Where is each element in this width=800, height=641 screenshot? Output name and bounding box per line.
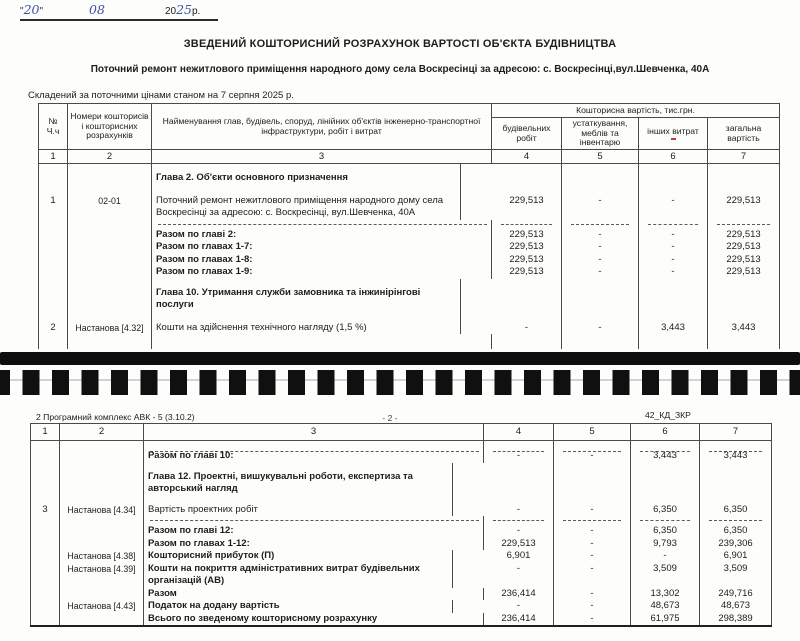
year-prefix: 20 [164, 6, 177, 17]
table-row-chapter10 [38, 279, 780, 312]
column-number-row: 1 2 3 4 5 6 7 [38, 149, 780, 164]
handwritten-day: 20 [23, 2, 40, 17]
table-row-chapter12 [30, 463, 772, 496]
total-label: Разом по главах 1-8: [152, 254, 492, 267]
table-row-total: Разом по главах 1-12: 229,513 - 9,793 239,306 [30, 538, 772, 551]
handwritten-month: 08 [89, 2, 105, 17]
dashed-separator [38, 220, 780, 229]
table-row-total: Разом по главі 10: - - 3,443 3,443 [30, 450, 772, 463]
table-row-item1 [38, 185, 780, 220]
chapter-title: Глава 12. Проектні, вишукувальні роботи, експертиза та авторський нагляд [144, 463, 453, 496]
dashed-separator [30, 441, 772, 450]
row-number: 2 [38, 312, 68, 335]
table-row-chapter2 [38, 164, 780, 185]
summary-estimate-table-page1 [38, 103, 780, 349]
table-row-filler [38, 334, 780, 349]
row-number: 1 [38, 185, 68, 220]
table-row-total: Разом по главах 1-8: 229,513 - - 229,513 [38, 254, 780, 267]
work-name: Кошти на покриття адміністративних витрат будівельних організацій (АВ) [144, 563, 453, 588]
header-col-equipment: устаткування, меблів та інвентарю [562, 118, 639, 149]
document-subtitle: Поточний ремонт нежитлового приміщення народного дому села Воскресінці за адресою: с. Воскресінці,вул.Шевченка, 40А [90, 64, 710, 75]
estimate-code: Настанова [4.32] [68, 312, 152, 335]
table-header [38, 103, 780, 149]
table-row-total: Разом по главі 12: - - 6,350 6,350 [30, 525, 772, 538]
total-label: Разом [144, 588, 484, 601]
handwritten-year: 25 [176, 2, 192, 17]
open-quote: " [20, 6, 24, 17]
table-row-grand-total: Всього по зведеному кошторисному розрахунку 236,414 - 61,975 298,389 [30, 613, 772, 628]
header-col-number: № Ч.ч [38, 104, 68, 149]
total-label: Разом по главі 2: [152, 229, 492, 242]
summary-estimate-table-page2 [30, 423, 772, 627]
header-col-total: загальна вартість [708, 118, 780, 149]
table-row-item: Настанова [4.38] Кошторисний прибуток (П) 6,901 - - 6,901 [30, 550, 772, 563]
dashed-separator [30, 516, 772, 525]
work-name: Кошторисний прибуток (П) [144, 550, 453, 563]
chapter-title: Глава 10. Утримання служби замовника та інжинірінгові послуги [152, 279, 461, 312]
compiled-date-note: Складений за поточними цінами станом на 7 серпня 2025 р. [28, 90, 294, 101]
page-edge-shadow-bar [0, 352, 800, 365]
estimate-code: Настанова [4.38] [60, 550, 144, 563]
grand-total-label: Всього по зведеному кошторисному розрахунку [144, 613, 484, 626]
work-name: Вартість проектних робіт [144, 496, 453, 517]
header-col-construction: будівельних робіт [492, 118, 562, 149]
row-number: 3 [30, 496, 60, 517]
total-label: Разом по главах 1-9: [152, 266, 492, 279]
year-suffix: р. [191, 6, 201, 17]
value-construction: 229,513 [492, 185, 562, 220]
page2-page-number: - 2 - [382, 413, 398, 423]
header-col-names: Найменування глав, будівель, споруд, лінійних об'єктів інженерно-транспортної інфраструктури, робіт і витрат [152, 104, 492, 149]
table-row-total: Разом по главі 2: 229,513 - - 229,513 [38, 229, 780, 242]
chapter-title: Глава 2. Об'єкти основного призначення [152, 164, 461, 185]
work-name: Поточний ремонт нежитлового приміщення народного дому села Воскресінці за адресою: с. Воскресінці, вул.Шевченка, 40А [152, 185, 461, 220]
estimate-code: 02-01 [68, 185, 152, 220]
red-asterisk-mark [671, 138, 676, 140]
value-total: 229,513 [708, 185, 780, 220]
header-col-other: інших витрат [639, 118, 708, 149]
total-label: Разом по главах 1-7: [152, 241, 492, 254]
work-name: Податок на додану вартість [144, 600, 453, 613]
table-row-total: Разом по главах 1-9: 229,513 - - 229,513 [38, 266, 780, 279]
table-row-total: Разом по главах 1-7: 229,513 - - 229,513 [38, 241, 780, 254]
handwritten-date-line [20, 2, 218, 21]
estimate-code: Настанова [4.43] [60, 600, 144, 613]
total-label: Разом по главі 10: [144, 450, 484, 463]
header-col-estimate-numbers: Номери кошторисів і кошторисних розрахунків [68, 104, 152, 149]
binding-comb-teeth [0, 370, 800, 395]
table-row-item3: 3 Настанова [4.34] Вартість проектних робіт - - 6,350 6,350 [30, 496, 772, 517]
total-label: Разом по главах 1-12: [144, 538, 484, 551]
value-other: - [639, 185, 708, 220]
total-label: Разом по главі 12: [144, 525, 484, 538]
page2-file-code: 42_КД_ЗКР [645, 410, 691, 420]
work-name: Кошти на здійснення технічного нагляду (1,5 %) [152, 312, 461, 335]
estimate-code: Настанова [4.39] [60, 563, 144, 588]
document-title: ЗВЕДЕНИЙ КОШТОРИСНИЙ РОЗРАХУНОК ВАРТОСТІ ОБ'ЄКТА БУДІВНИЦТВА [183, 38, 617, 50]
table-row-item: Настанова [4.43] Податок на додану вартість - - 48,673 48,673 [30, 600, 772, 613]
table-row-total: Разом 236,414 - 13,302 249,716 [30, 588, 772, 601]
table-row-item: Настанова [4.39] Кошти на покриття адміністративних витрат будівельних організацій (АВ) - - 3,509 3,509 [30, 563, 772, 588]
value-equipment: - [562, 185, 639, 220]
column-number-row: 1 2 3 4 5 6 7 [30, 423, 772, 441]
close-quote: " [39, 6, 44, 17]
header-cost-span: Кошторисна вартість, тис.грн. [492, 104, 780, 118]
estimate-code: Настанова [4.34] [60, 496, 144, 517]
table-row-item2: 2 Настанова [4.32] Кошти на здійснення технічного нагляду (1,5 %) - - 3,443 3,443 [38, 312, 780, 335]
page2-software-note: 2 Програмний комплекс АВК - 5 (3.10.2) [36, 412, 195, 422]
